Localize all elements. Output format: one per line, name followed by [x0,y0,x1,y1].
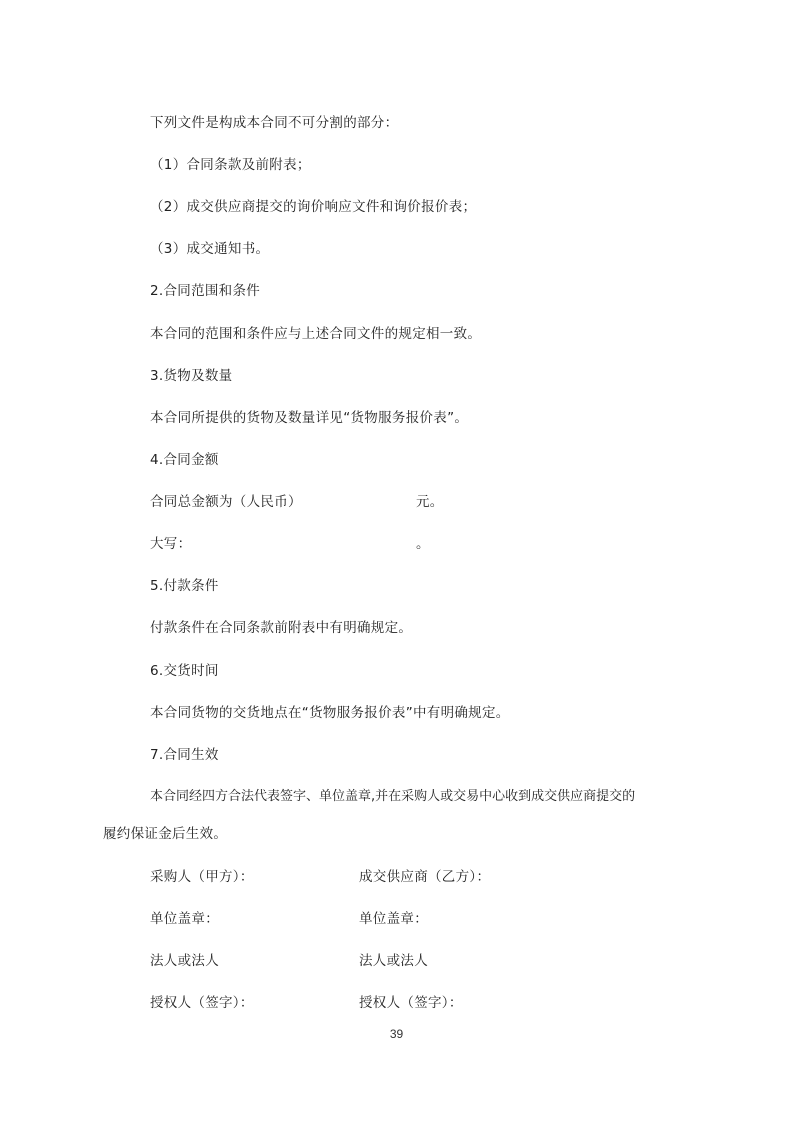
list-item-2: （2）成交供应商提交的询价响应文件和询价报价表； [150,199,477,215]
list-item-3: （3）成交通知书。 [150,241,270,257]
section-4-heading: 4.合同金额 [150,452,219,468]
section-5-heading: 5.付款条件 [150,578,219,594]
legal-left-label: 法人或法人 [150,953,219,969]
section-7-body-line1: 本合同经四方合法代表签字、单位盖章,并在采购人或交易中心收到成交供应商提交的 [150,789,636,804]
page-number: 39 [389,1027,404,1041]
seal-right-label: 单位盖章： [359,911,428,927]
section-6-body: 本合同货物的交货地点在“货物服务报价表”中有明确规定。 [150,705,510,721]
buyer-label: 采购人（甲方）： [150,869,254,885]
section-3-heading: 3.货物及数量 [150,368,233,384]
capital-end: 。 [416,536,430,552]
amount-unit: 元。 [416,494,444,510]
section-5-body: 付款条件在合同条款前附表中有明确规定。 [150,620,413,636]
capital-label: 大写： [150,536,192,552]
section-2-body: 本合同的范围和条件应与上述合同文件的规定相一致。 [150,326,482,342]
section-2-heading: 2.合同范围和条件 [150,283,261,299]
auth-right-label: 授权人（签字）： [359,995,463,1011]
intro-text: 下列文件是构成本合同不可分割的部分： [150,115,399,131]
list-item-1: （1）合同条款及前附表； [150,157,311,173]
section-7-body-line2: 履约保证金后生效。 [103,826,228,842]
section-3-body: 本合同所提供的货物及数量详见“货物服务报价表”。 [150,410,469,426]
seal-left-label: 单位盖章： [150,911,219,927]
section-6-heading: 6.交货时间 [150,663,219,679]
amount-label: 合同总金额为（人民币） [150,494,302,510]
supplier-label: 成交供应商（乙方）： [359,869,491,885]
auth-left-label: 授权人（签字）： [150,995,254,1011]
section-7-heading: 7.合同生效 [150,747,219,763]
legal-right-label: 法人或法人 [359,953,428,969]
